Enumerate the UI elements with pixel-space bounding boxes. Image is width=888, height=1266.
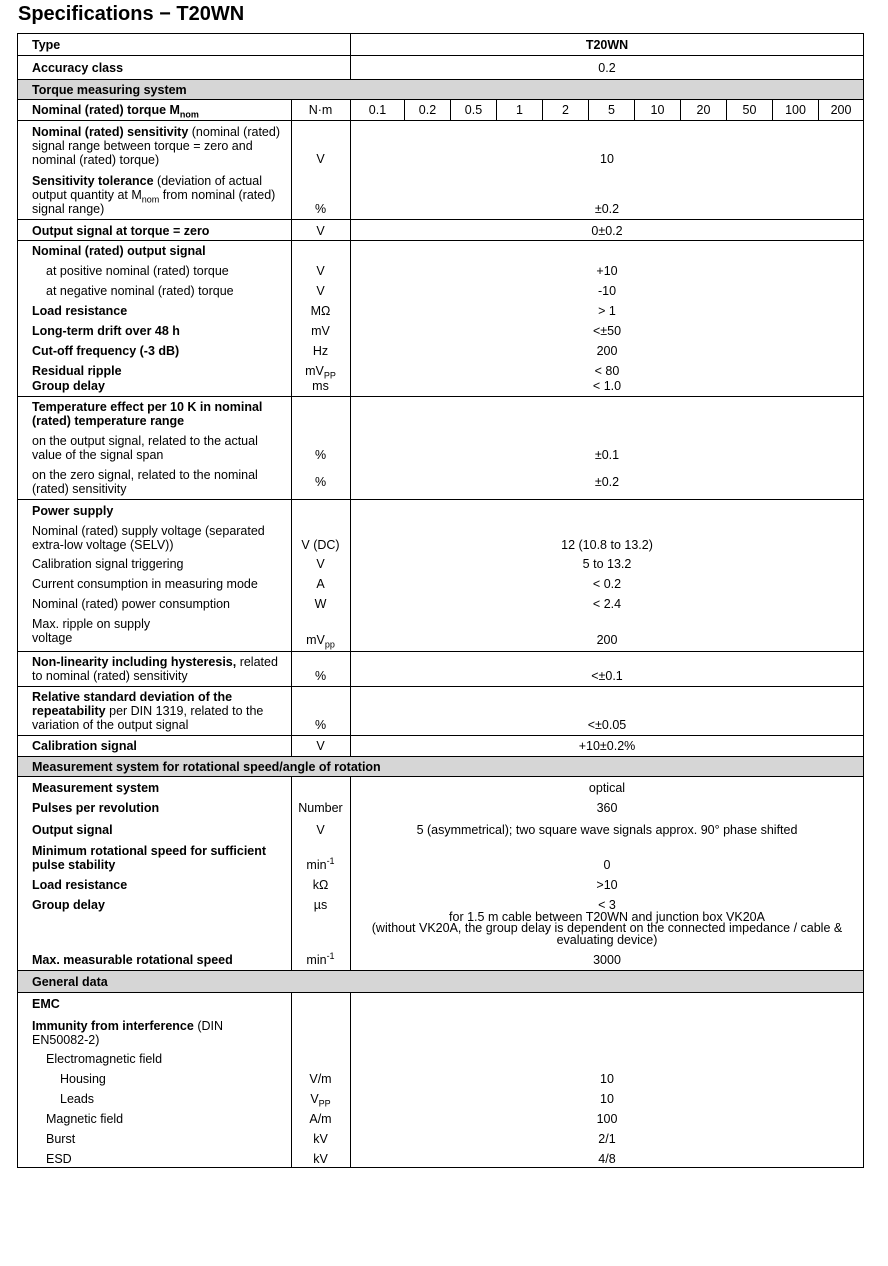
- torque-value: 0.2: [418, 103, 437, 117]
- max-speed-label: Max. measurable rotational speed: [32, 953, 233, 967]
- torque-value: 1: [516, 103, 523, 117]
- section-general: General data: [32, 975, 108, 989]
- torque-value: 5: [608, 103, 615, 117]
- current-value: < 0.2: [592, 577, 622, 591]
- sensitivity-tolerance-label: Sensitivity tolerance (deviation of actual output quantity at $M_{nom}$ from nominal (rated) signal range): [32, 174, 276, 216]
- max-ripple-label: Max. ripple on supply voltage: [32, 617, 151, 645]
- sensitivity-value: 10: [600, 152, 614, 166]
- torque-value: 0.1: [368, 103, 387, 117]
- drift-label: Long-term drift over 48 h: [32, 324, 180, 338]
- min-speed-unit: $\min^{-1}$: [306, 855, 335, 872]
- row-divider: [18, 992, 863, 993]
- speed-delay-note: for 1.5 m cable between T20WN and junction box VK20A: [449, 910, 765, 924]
- row-divider: [18, 240, 863, 241]
- current-unit: A: [316, 577, 325, 591]
- max-speed-unit: $\min^{-1}$: [306, 950, 335, 967]
- min-speed-value: 0: [603, 858, 611, 872]
- row-divider: [18, 686, 863, 687]
- row-divider: [18, 735, 863, 736]
- accuracy-value: 0.2: [598, 61, 616, 75]
- torque-value: 0.5: [464, 103, 483, 117]
- speed-load-value: >10: [596, 878, 618, 892]
- cutoff-value: 200: [596, 344, 618, 358]
- torque-value: 10: [650, 103, 665, 117]
- row-divider: [18, 756, 863, 757]
- calibration-signal-value: +10±0.2%: [578, 739, 636, 753]
- row-divider: [18, 970, 863, 971]
- negative-torque-value: -10: [597, 284, 617, 298]
- group-delay-value: < 1.0: [592, 379, 622, 393]
- drift-unit: mV: [311, 324, 330, 338]
- load-resistance-value: > 1: [598, 304, 616, 318]
- spec-table: [17, 33, 864, 1168]
- ripple-unit: $mV_{PP}$: [305, 364, 336, 381]
- row-divider: [18, 396, 863, 397]
- col-divider: [291, 99, 292, 756]
- speed-load-label: Load resistance: [32, 878, 128, 892]
- esd-value: 4/8: [598, 1152, 616, 1166]
- calibration-trigger-unit: V: [316, 557, 325, 571]
- load-resistance-label: Load resistance: [32, 304, 128, 318]
- load-resistance-unit: MΩ: [310, 304, 331, 318]
- supply-voltage-value: 12 (10.8 to 13.2): [561, 538, 653, 552]
- max-ripple-value: 200: [596, 633, 618, 647]
- output-zero-unit: V: [316, 224, 325, 238]
- max-speed-value: 3000: [593, 953, 621, 967]
- speed-output-value: 5 (asymmetrical); two square wave signals approx. 90° phase shifted: [416, 823, 798, 837]
- sensitivity-unit: V: [316, 152, 325, 166]
- em-field-label: Electromagnetic field: [46, 1052, 163, 1066]
- burst-unit: kV: [313, 1132, 328, 1146]
- meas-system-label: Measurement system: [32, 781, 160, 795]
- repeatability-unit: %: [314, 718, 327, 732]
- power-consumption-unit: W: [314, 597, 327, 611]
- section-torque: Torque measuring system: [32, 83, 187, 97]
- housing-label: Housing: [60, 1072, 106, 1086]
- calibration-signal-unit: V: [316, 739, 325, 753]
- magnetic-label: Magnetic field: [46, 1112, 124, 1126]
- power-consumption-label: Nominal (rated) power consumption: [32, 597, 231, 611]
- pulses-value: 360: [596, 801, 618, 815]
- meas-system-value: optical: [588, 781, 626, 795]
- immunity-label: Immunity from interference (DIN EN50082-2): [32, 1019, 224, 1047]
- positive-torque-unit: V: [316, 264, 325, 278]
- temp-zero-label: on the zero signal, related to the nominal (rated) sensitivity: [32, 468, 258, 496]
- esd-label: ESD: [46, 1152, 72, 1166]
- row-divider: [18, 499, 863, 500]
- leads-unit: $V_{PP}$: [310, 1092, 331, 1109]
- emc-label: EMC: [32, 997, 60, 1011]
- row-divider: [18, 651, 863, 652]
- leads-value: 10: [600, 1092, 614, 1106]
- temp-zero-value: ±0.2: [594, 475, 620, 489]
- row-divider: [18, 99, 863, 100]
- type-value: T20WN: [585, 38, 629, 52]
- magnetic-value: 100: [596, 1112, 618, 1126]
- row-divider: [18, 219, 863, 220]
- nonlinearity-unit: %: [314, 669, 327, 683]
- supply-voltage-label: Nominal (rated) supply voltage (separated extra-low voltage (SELV)): [32, 524, 265, 552]
- supply-voltage-unit: V (DC): [301, 538, 340, 552]
- nominal-torque-label: Nominal (rated) torque $M_{nom}$: [32, 103, 199, 120]
- housing-value: 10: [600, 1072, 614, 1086]
- ripple-label: Residual ripple: [32, 364, 122, 378]
- negative-torque-unit: V: [316, 284, 325, 298]
- torque-value: 20: [696, 103, 711, 117]
- min-speed-label: Minimum rotational speed for sufficient pulse stability: [32, 844, 267, 872]
- calibration-trigger-value: 5 to 13.2: [582, 557, 632, 571]
- power-supply-label: Power supply: [32, 504, 114, 518]
- col-divider: [350, 99, 351, 756]
- section-speed: Measurement system for rotational speed/angle of rotation: [32, 760, 381, 774]
- sensitivity-label: Nominal (rated) sensitivity (nominal (rated) signal range between torque = zero and nominal (rated) torque): [32, 125, 280, 167]
- speed-delay-note: (without VK20A, the group delay is dependent on the connected impedance / cable & evaluating device): [371, 921, 843, 947]
- speed-output-unit: V: [316, 823, 325, 837]
- power-consumption-value: < 2.4: [592, 597, 622, 611]
- positive-torque-value: +10: [596, 264, 618, 278]
- burst-label: Burst: [46, 1132, 76, 1146]
- speed-output-label: Output signal: [32, 823, 113, 837]
- repeatability-label: Relative standard deviation of the repeatability per DIN 1319, related to the variation of the output signal: [32, 690, 264, 732]
- drift-value: <±50: [592, 324, 622, 338]
- type-label: Type: [32, 38, 61, 52]
- nominal-torque-unit: N·m: [308, 103, 333, 117]
- section-bg: [18, 970, 863, 992]
- magnetic-unit: A/m: [309, 1112, 332, 1126]
- repeatability-value: <±0.05: [587, 718, 627, 732]
- temp-zero-unit: %: [314, 475, 327, 489]
- calibration-signal-label: Calibration signal: [32, 739, 137, 753]
- speed-delay-unit: µs: [313, 898, 328, 912]
- row-divider: [18, 55, 863, 56]
- speed-delay-label: Group delay: [32, 898, 105, 912]
- output-zero-label: Output signal at torque = zero: [32, 224, 210, 238]
- ripple-value: < 80: [594, 364, 620, 378]
- output-signal-label: Nominal (rated) output signal: [32, 244, 206, 258]
- esd-unit: kV: [313, 1152, 328, 1166]
- max-ripple-unit: $mV_{pp}$: [306, 633, 335, 650]
- page-title: Specifications − T20WN: [18, 3, 245, 25]
- housing-unit: V/m: [309, 1072, 332, 1086]
- group-delay-label: Group delay: [32, 379, 105, 393]
- speed-load-unit: kΩ: [312, 878, 329, 892]
- cutoff-label: Cut-off frequency (-3 dB): [32, 344, 180, 358]
- burst-value: 2/1: [598, 1132, 616, 1146]
- temp-output-unit: %: [314, 448, 327, 462]
- row-divider: [18, 776, 863, 777]
- nonlinearity-value: <±0.1: [591, 669, 623, 683]
- leads-label: Leads: [60, 1092, 95, 1106]
- pulses-unit: Number: [298, 801, 343, 815]
- torque-value: 100: [785, 103, 806, 117]
- speed-delay-value: < 3: [598, 898, 616, 912]
- output-zero-value: 0±0.2: [591, 224, 623, 238]
- torque-value: 200: [830, 103, 852, 117]
- sensitivity-tolerance-unit: %: [314, 202, 327, 216]
- current-label: Current consumption in measuring mode: [32, 577, 258, 591]
- group-delay-unit: ms: [312, 379, 329, 393]
- accuracy-label: Accuracy class: [32, 61, 124, 75]
- positive-torque-label: at positive nominal (rated) torque: [46, 264, 229, 278]
- sensitivity-tolerance-value: ±0.2: [594, 202, 620, 216]
- row-divider: [18, 79, 863, 80]
- torque-value: 2: [562, 103, 569, 117]
- negative-torque-label: at negative nominal (rated) torque: [46, 284, 234, 298]
- pulses-label: Pulses per revolution: [32, 801, 160, 815]
- row-divider: [18, 120, 863, 121]
- temp-output-label: on the output signal, related to the actual value of the signal span: [32, 434, 258, 462]
- temp-output-value: ±0.1: [594, 448, 620, 462]
- nonlinearity-label: Non-linearity including hysteresis, related to nominal (rated) sensitivity: [32, 655, 278, 683]
- calibration-trigger-label: Calibration signal triggering: [32, 557, 184, 571]
- cutoff-unit: Hz: [312, 344, 329, 358]
- temperature-label: Temperature effect per 10 K in nominal (rated) temperature range: [32, 400, 263, 428]
- torque-value: 50: [742, 103, 757, 117]
